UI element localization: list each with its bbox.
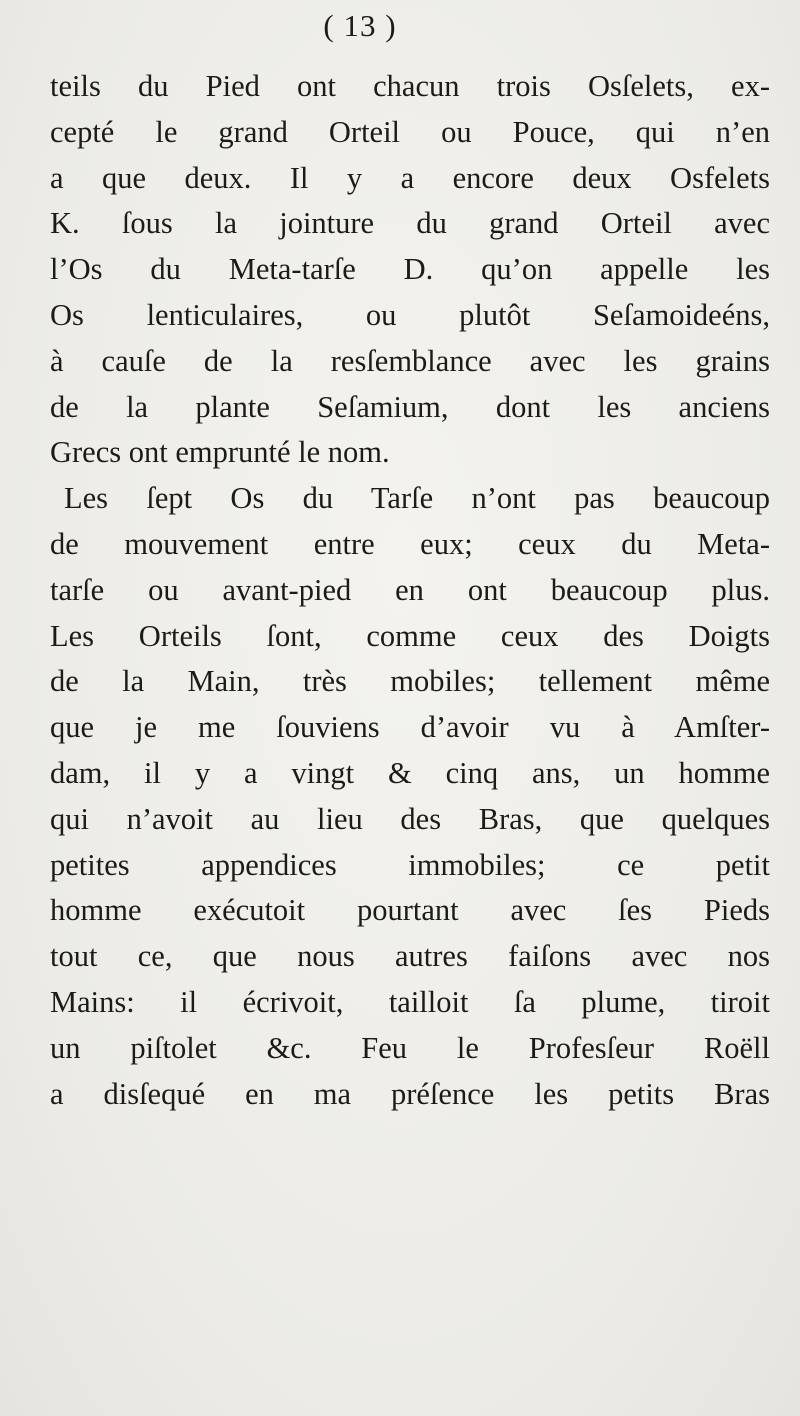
text-line: Les ſept Os du Tarſe n’ont pas beaucoup [64, 481, 770, 516]
text-line: dam, il y a vingt & cinq ans, un homme [50, 755, 770, 790]
text-line: à cauſe de la resſemblance avec les grains [50, 343, 770, 378]
text-line: a disſequé en ma préſence les petits Bras [50, 1076, 770, 1111]
text-line: tout ce, que nous autres faiſons avec nos [50, 939, 770, 974]
text-line: que je me ſouviens d’avoir vu à Amſter- [50, 710, 770, 745]
text-line: Grecs ont emprunté le nom. [50, 435, 390, 470]
text-line: Les Orteils ſont, comme ceux des Doigts [50, 618, 770, 653]
body-text [50, 64, 770, 1117]
text-line: petites appendices immobiles; ce petit [50, 847, 770, 882]
text-line: qui n’avoit au lieu des Bras, que quelques [50, 801, 770, 836]
text-line: homme exécutoit pourtant avec ſes Pieds [50, 893, 770, 928]
text-line: l’Os du Meta-tarſe D. qu’on appelle les [50, 252, 770, 287]
text-line: tarſe ou avant-pied en ont beaucoup plus. [50, 572, 770, 607]
text-line: Mains: il écrivoit, tailloit ſa plume, tiroit [50, 984, 770, 1019]
text-line: de mouvement entre eux; ceux du Meta- [50, 526, 770, 561]
text-line: a que deux. Il y a encore deux Osfelets [50, 160, 770, 195]
text-line: de la plante Seſamium, dont les anciens [50, 389, 770, 424]
text-line: K. ſous la jointure du grand Orteil avec [50, 206, 770, 241]
text-line: Os lenticulaires, ou plutôt Seſamoideéns, [50, 297, 770, 332]
text-line: teils du Pied ont chacun trois Osſelets, ex- [50, 69, 770, 103]
text-line: cepté le grand Orteil ou Pouce, qui n’en [50, 114, 770, 149]
page-number: ( 13 ) [323, 8, 397, 43]
text-line: de la Main, très mobiles; tellement même [50, 664, 770, 699]
text-line: un piſtolet &c. Feu le Profesſeur Roëll [50, 1030, 770, 1065]
